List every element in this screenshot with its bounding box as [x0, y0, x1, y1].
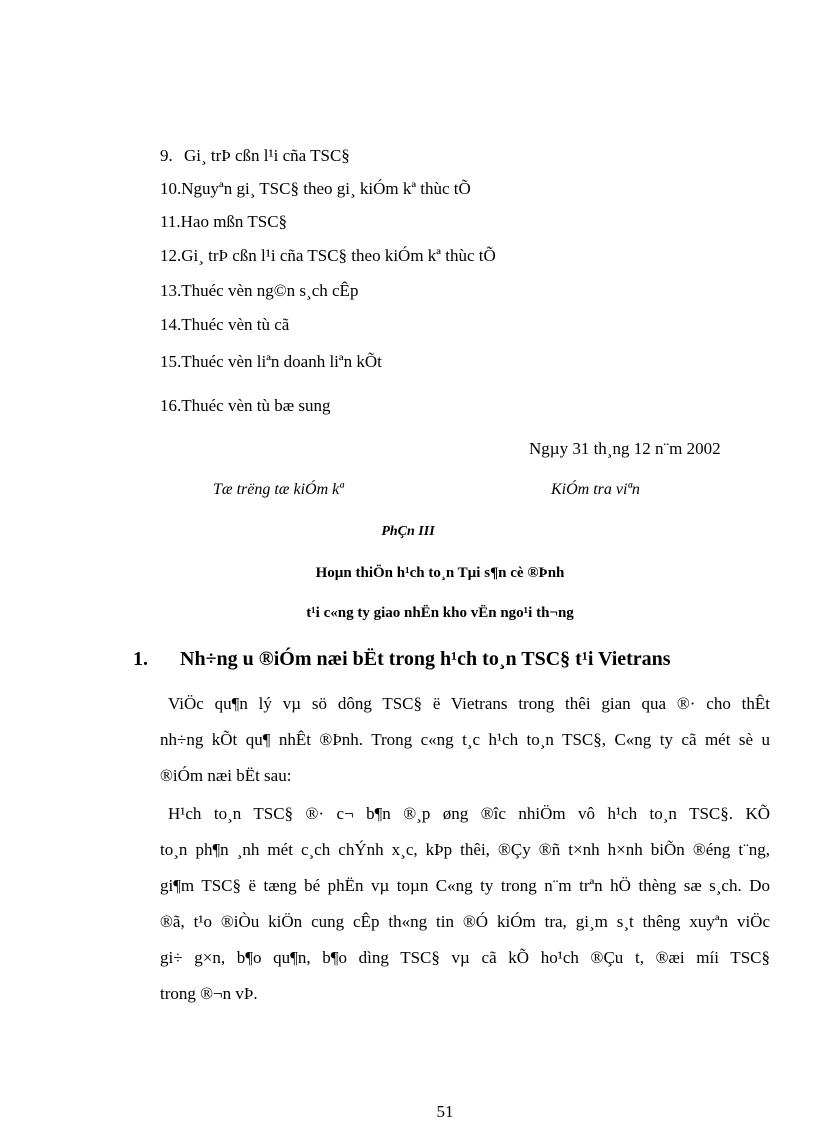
list-item-text: Thuéc vèn tù cã: [181, 315, 290, 334]
section-number: 1.: [133, 648, 148, 670]
list-item-text: Thuéc vèn tù bæ sung: [181, 396, 331, 415]
list-item: [160, 179, 471, 199]
signature-date: Ngµy 31 th¸ng 12 n¨m 2002: [529, 439, 721, 458]
part-title-line-2: t¹i c«ng ty giao nhËn kho vËn ngo¹i th¬ng: [306, 605, 574, 621]
list-item-number: 15.: [160, 352, 182, 371]
list-item-number: 14.: [160, 315, 182, 334]
part-title-line-1: Hoµn thiÖn h¹ch to¸n Tµi s¶n cè ®Þnh: [315, 565, 565, 581]
list-item: [160, 281, 358, 301]
signature-left-label: Tæ trëng tæ kiÓm kª: [213, 481, 344, 498]
paragraph-1: [160, 686, 770, 794]
list-item-number: 10.: [160, 179, 182, 198]
list-item: [160, 352, 382, 372]
list-item-text: Nguyªn gi¸ TSC§ theo gi¸ kiÓm kª thùc tÕ: [181, 179, 471, 198]
list-item: [160, 246, 496, 266]
section-title: Nh÷ng u ®iÓm næi bËt trong h¹ch to¸n TSC§ t¹i Vietrans: [180, 648, 671, 670]
list-item-number: 9.: [160, 146, 173, 165]
list-item-text: Hao mßn TSC§: [180, 212, 288, 231]
paragraph-2: [160, 796, 770, 1012]
list-item: [160, 396, 330, 416]
list-item-number: 11.: [160, 212, 181, 231]
list-item-number: 13.: [160, 281, 182, 300]
paragraph-line: ®iÓm næi bËt sau:: [160, 766, 292, 785]
list-item-text: Gi¸ trÞ cßn l¹i cña TSC§: [184, 146, 350, 165]
list-item: [160, 315, 289, 335]
list-item-number: 12.: [160, 246, 182, 265]
list-item: [160, 146, 350, 166]
list-item-number: 16.: [160, 396, 182, 415]
section-heading: [133, 648, 671, 671]
paragraph-line: gi¶m TSC§ ë tæng bé phËn vµ toµn C«ng ty trong n¨m trªn hÖ thèng sæ s¸ch. Do: [160, 876, 770, 895]
paragraph-line: H¹ch to¸n TSC§ ®· c¬ b¶n ®¸p øng ®îc nhiÖm vô h¹ch to¸n TSC§. KÕ: [168, 804, 770, 823]
paragraph-line: to¸n ph¶n ¸nh mét c¸ch chÝnh x¸c, kÞp thêi, ®Çy ®ñ t×nh h×nh biÕn ®éng t¨ng,: [160, 840, 770, 859]
part-label: PhÇn III: [381, 524, 435, 539]
list-item-text: Thuéc vèn ng©n s¸ch cÊp: [181, 281, 359, 300]
page-number: 51: [436, 1102, 454, 1121]
list-item: [160, 212, 287, 232]
paragraph-line: ®ã, t¹o ®iÒu kiÖn cung cÊp th«ng tin ®Ó kiÓm tra, gi¸m s¸t thêng xuyªn viÖc: [160, 912, 770, 931]
paragraph-line: nh÷ng kÕt qu¶ nhÊt ®Þnh. Trong c«ng t¸c h¹ch to¸n TSC§, C«ng ty cã mét sè u: [160, 730, 770, 749]
list-item-text: Thuéc vèn liªn doanh liªn kÕt: [181, 352, 382, 371]
list-item-text: Gi¸ trÞ cßn l¹i cña TSC§ theo kiÓm kª thùc tÕ: [181, 246, 496, 265]
paragraph-line: gi÷ g×n, b¶o qu¶n, b¶o dìng TSC§ vµ cã kÕ ho¹ch ®Çu t, ®æi míi TSC§: [160, 948, 770, 967]
paragraph-line: trong ®¬n vÞ.: [160, 984, 258, 1003]
paragraph-line: ViÖc qu¶n lý vµ sö dông TSC§ ë Vietrans trong thêi gian qua ®· cho thÊt: [168, 694, 770, 713]
signature-right-label: KiÓm tra viªn: [551, 481, 640, 498]
